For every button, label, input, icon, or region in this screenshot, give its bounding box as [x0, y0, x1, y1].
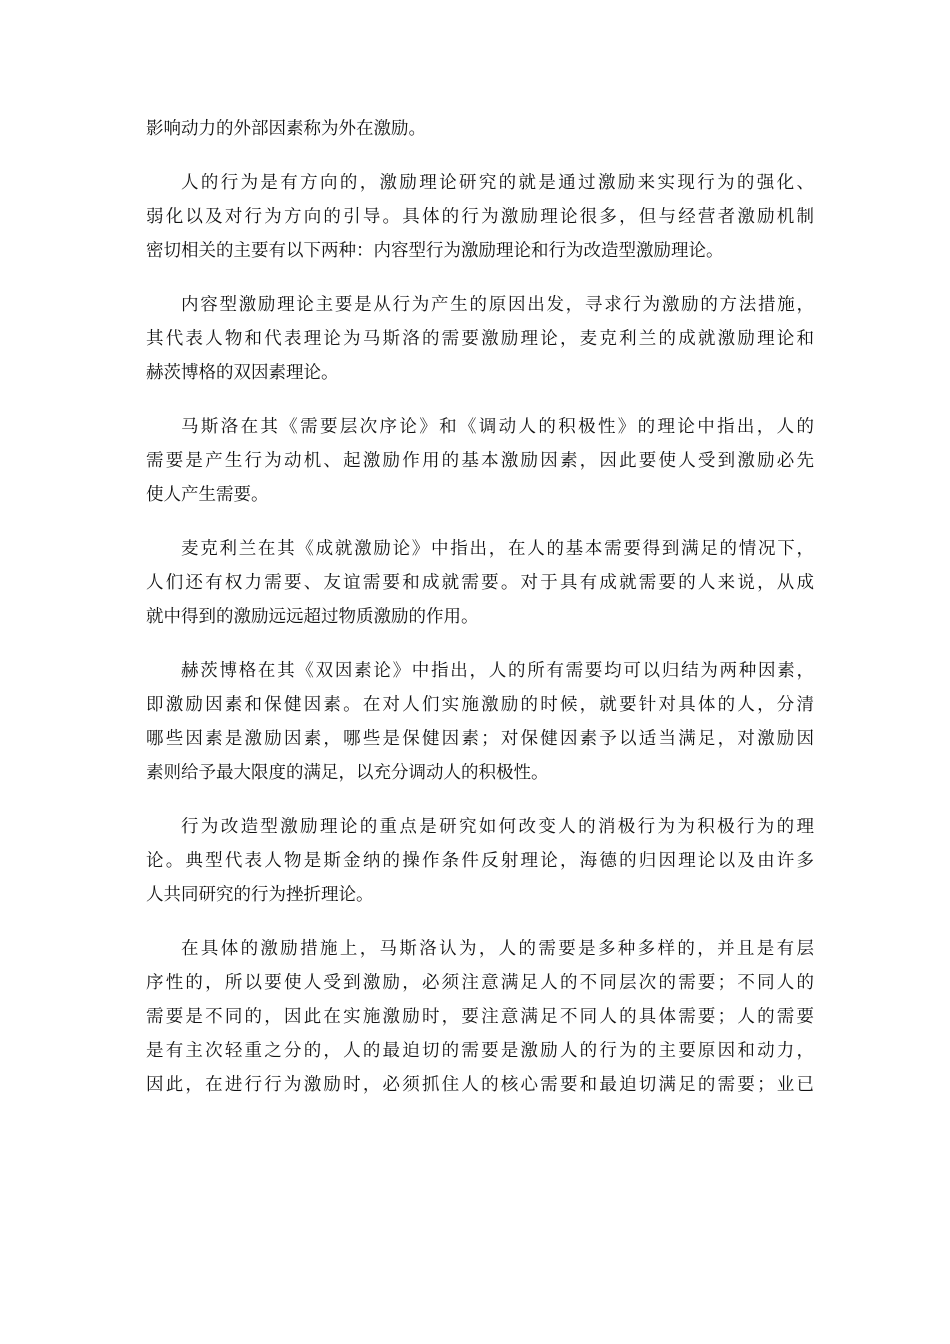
text-line: 弱化以及对行为方向的引导。具体的行为激励理论很多，但与经营者激励机制	[146, 207, 814, 227]
text-line: 赫茨博格在其《双因素论》中指出，人的所有需要均可以归结为两种因素，	[181, 661, 814, 681]
text-line: 需要是产生行为动机、起激励作用的基本激励因素，因此要使人受到激励必先	[146, 451, 814, 471]
text-line: 行为改造型激励理论的重点是研究如何改变人的消极行为为积极行为的理	[181, 817, 814, 837]
text-line: 哪些因素是激励因素，哪些是保健因素；对保健因素予以适当满足，对激励因	[146, 729, 814, 749]
text-line: 人们还有权力需要、友谊需要和成就需要。对于具有成就需要的人来说，从成	[146, 573, 814, 593]
text-line: 在具体的激励措施上，马斯洛认为，人的需要是多种多样的，并且是有层	[181, 939, 814, 959]
paragraph-2	[146, 166, 814, 268]
text-line: 素则给予最大限度的满足，以充分调动人的积极性。	[146, 763, 549, 783]
text-line: 即激励因素和保健因素。在对人们实施激励的时候，就要针对具体的人，分清	[146, 695, 814, 715]
text-line: 密切相关的主要有以下两种：内容型行为激励理论和行为改造型激励理论。	[146, 241, 724, 261]
paragraph-4	[146, 410, 814, 512]
text-line: 是有主次轻重之分的，人的最迫切的需要是激励人的行为的主要原因和动力，	[146, 1041, 814, 1061]
text-line: 因此，在进行行为激励时，必须抓住人的核心需要和最迫切满足的需要；业已	[146, 1075, 814, 1095]
text-line: 需要是不同的，因此在实施激励时，要注意满足不同人的具体需要；人的需要	[146, 1007, 814, 1027]
text-line: 论。典型代表人物是斯金纳的操作条件反射理论，海德的归因理论以及由许多	[146, 851, 814, 871]
paragraph-3	[146, 288, 814, 390]
text-line: 其代表人物和代表理论为马斯洛的需要激励理论，麦克利兰的成就激励理论和	[146, 329, 814, 349]
text-line: 就中得到的激励远远超过物质激励的作用。	[146, 607, 479, 627]
text-line: 序性的，所以要使人受到激励，必须注意满足人的不同层次的需要；不同人的	[146, 973, 814, 993]
text-line: 麦克利兰在其《成就激励论》中指出，在人的基本需要得到满足的情况下，	[181, 539, 814, 559]
text-line: 使人产生需要。	[146, 485, 269, 505]
text-line: 马斯洛在其《需要层次序论》和《调动人的积极性》的理论中指出，人的	[181, 417, 814, 437]
paragraph-6	[146, 654, 814, 790]
paragraph-7	[146, 810, 814, 912]
paragraph-8	[146, 932, 814, 1102]
document-page	[146, 112, 814, 1122]
text-line: 人的行为是有方向的，激励理论研究的就是通过激励来实现行为的强化、	[181, 173, 814, 193]
paragraph-5	[146, 532, 814, 634]
text-line: 人共同研究的行为挫折理论。	[146, 885, 374, 905]
text-line: 赫茨博格的双因素理论。	[146, 363, 339, 383]
paragraph-1	[146, 112, 814, 146]
text-line: 内容型激励理论主要是从行为产生的原因出发，寻求行为激励的方法措施，	[181, 295, 814, 315]
text-line: 影响动力的外部因素称为外在激励。	[146, 119, 426, 139]
